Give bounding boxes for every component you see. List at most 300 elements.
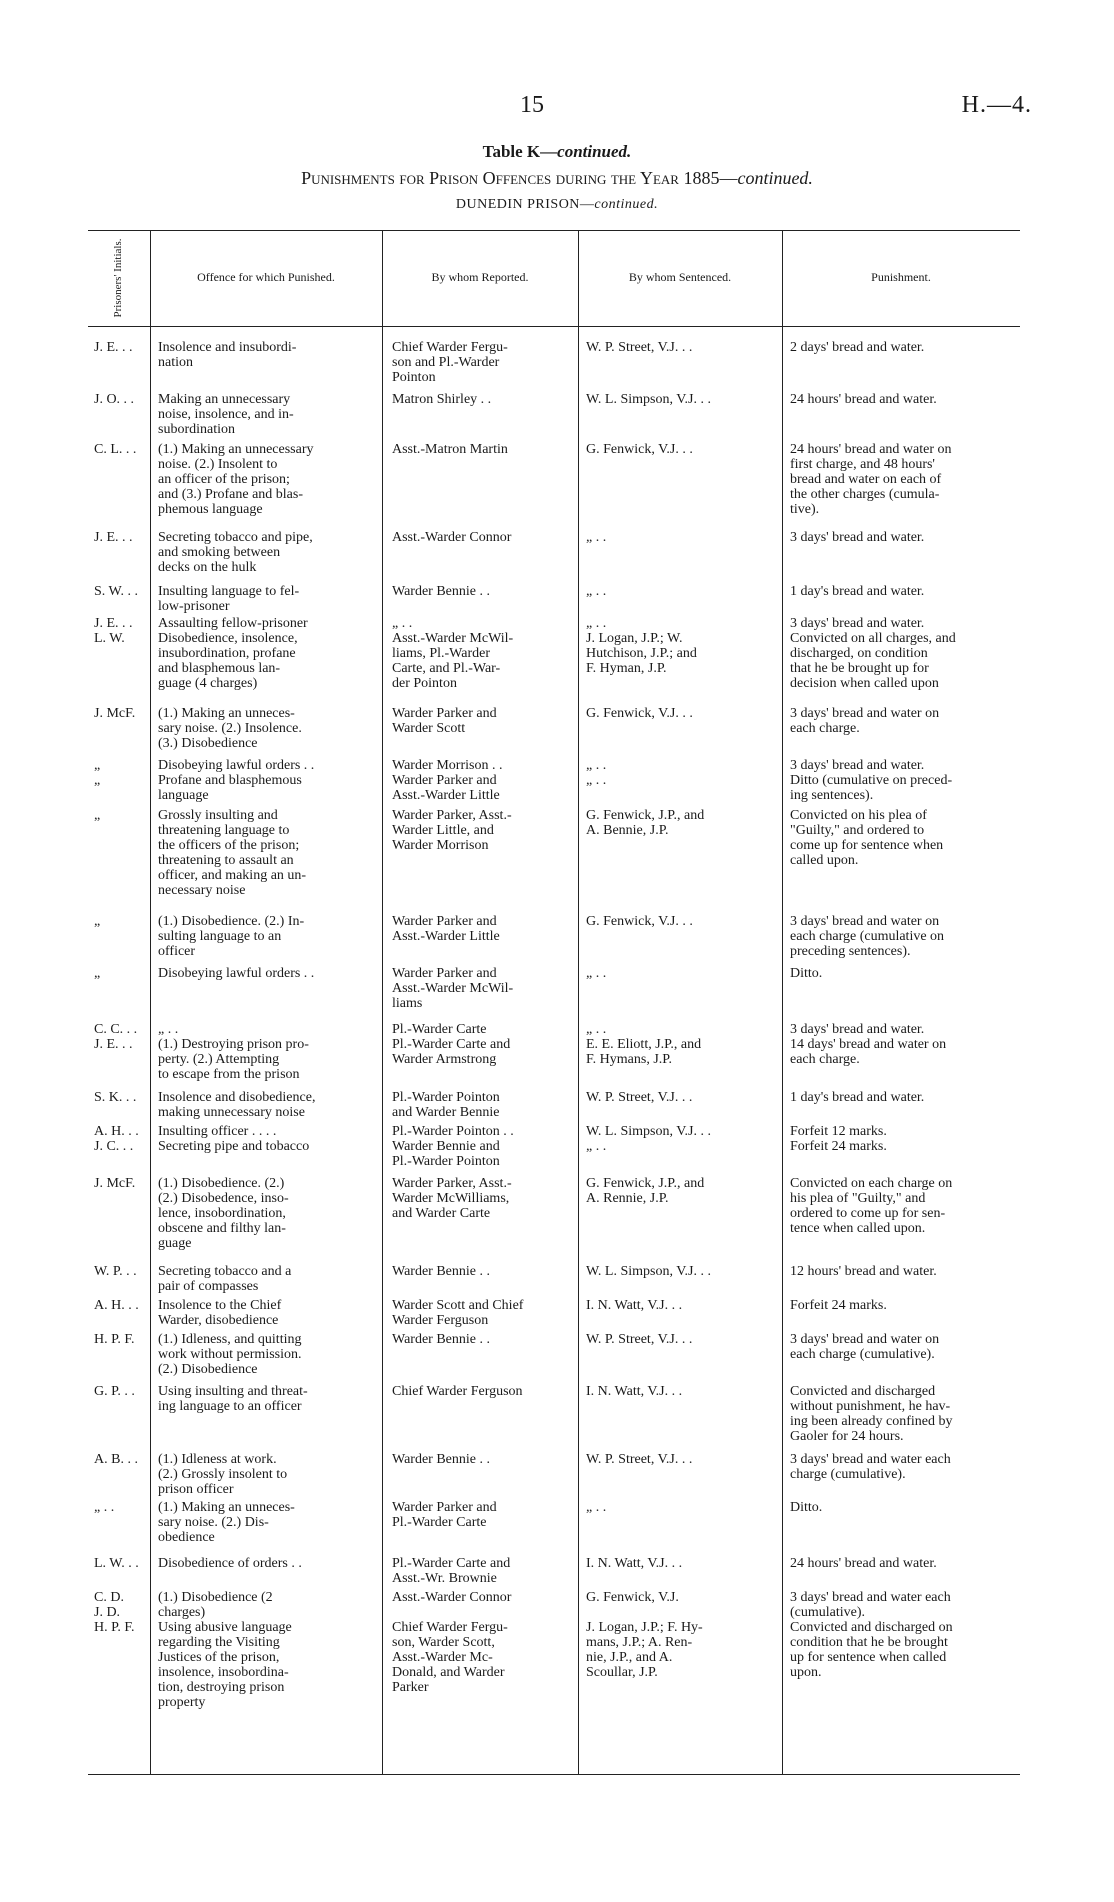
subtitle-suffix: continued. xyxy=(737,168,813,188)
cell-line: „ . . xyxy=(586,530,607,545)
cell-line: subordination xyxy=(158,422,235,437)
table-top-rule xyxy=(88,230,1020,231)
cell-line: language xyxy=(158,788,209,803)
document-code: H.—4. xyxy=(961,92,1032,118)
column-divider-2 xyxy=(382,230,383,1774)
cell-line: Warder Bennie . . xyxy=(392,1452,490,1467)
row-punishment xyxy=(790,1332,1016,1362)
cell-line: A. H. . . xyxy=(94,1124,139,1139)
cell-line: 3 days' bread and water each xyxy=(790,1590,951,1605)
row-reported-by xyxy=(392,1384,574,1399)
row-offence xyxy=(158,1124,374,1154)
row-punishment xyxy=(790,1124,1016,1154)
cell-line: Hutchison, J.P.; and xyxy=(586,646,697,661)
cell-line: tive). xyxy=(790,502,820,517)
cell-line: condition that he be brought xyxy=(790,1635,948,1650)
cell-line: 3 days' bread and water. xyxy=(790,758,925,773)
cell-line: I. N. Watt, V.J. . . xyxy=(586,1298,683,1313)
row-punishment xyxy=(790,442,1016,517)
cell-line: A. B. . . xyxy=(94,1452,138,1467)
cell-line: tence when called upon. xyxy=(790,1221,926,1236)
cell-line: Asst.-Warder McWil- xyxy=(392,981,514,996)
cell-line: 3 days' bread and water. xyxy=(790,1022,925,1037)
cell-line: der Pointon xyxy=(392,676,457,691)
cell-line: Asst.-Warder Little xyxy=(392,929,500,944)
cell-line: each charge. xyxy=(790,721,860,736)
cell-line: Assaulting fellow-prisoner xyxy=(158,616,308,631)
row-reported-by xyxy=(392,966,574,1011)
cell-line: son, Warder Scott, xyxy=(392,1635,495,1650)
row-initials xyxy=(94,584,152,599)
table-subtitle xyxy=(0,168,1114,189)
row-reported-by xyxy=(392,392,574,407)
row-offence xyxy=(158,530,374,575)
row-punishment xyxy=(790,1452,1016,1482)
cell-line: decks on the hulk xyxy=(158,560,257,575)
cell-line: Warder Parker and xyxy=(392,914,497,929)
table-bottom-rule xyxy=(88,1774,1020,1775)
cell-line: A. H. . . xyxy=(94,1298,139,1313)
row-reported-by xyxy=(392,1264,574,1279)
row-initials xyxy=(94,1500,152,1515)
cell-line: „ xyxy=(94,914,101,929)
cell-line: W. L. Simpson, V.J. . . xyxy=(586,1264,711,1279)
cell-line: „ . . xyxy=(392,616,413,631)
row-offence xyxy=(158,1332,374,1377)
table-title-main: Table K— xyxy=(482,142,558,161)
row-sentenced-by xyxy=(586,1264,776,1279)
cell-line: prison officer xyxy=(158,1482,234,1497)
cell-line: J. E. . . xyxy=(94,616,133,631)
cell-line: G. P. . . xyxy=(94,1384,135,1399)
row-sentenced-by xyxy=(586,1590,776,1680)
cell-line: upon. xyxy=(790,1665,822,1680)
column-header-punishment: Punishment. xyxy=(871,270,931,284)
cell-line: Pl.-Warder Pointon xyxy=(392,1090,500,1105)
cell-line: 3 days' bread and water each xyxy=(790,1452,951,1467)
cell-line: (1.) Disobedience. (2.) In- xyxy=(158,914,305,929)
cell-line: „ . . xyxy=(586,1500,607,1515)
table-title xyxy=(0,142,1114,162)
cell-line: Disobeying lawful orders . . xyxy=(158,758,315,773)
cell-line: A. Rennie, J.P. xyxy=(586,1191,669,1206)
cell-line: obscene and filthy lan- xyxy=(158,1221,286,1236)
cell-line: A. Bennie, J.P. xyxy=(586,823,669,838)
cell-line: property xyxy=(158,1695,206,1710)
row-initials xyxy=(94,966,152,981)
row-initials xyxy=(94,1384,152,1399)
row-punishment xyxy=(790,1590,1016,1680)
cell-line: F. Hyman, J.P. xyxy=(586,661,667,676)
cell-line: noise. (2.) Insolent to xyxy=(158,457,278,472)
cell-line: (1.) Destroying prison pro- xyxy=(158,1037,309,1052)
row-reported-by xyxy=(392,1332,574,1347)
cell-line: (2.) Disobedence, inso- xyxy=(158,1191,289,1206)
cell-line: Chief Warder Fergu- xyxy=(392,1620,508,1635)
cell-line: sary noise. (2.) Insolence. xyxy=(158,721,302,736)
row-sentenced-by xyxy=(586,392,776,407)
row-offence xyxy=(158,1176,374,1251)
cell-line: (1.) Disobedience (2 xyxy=(158,1590,273,1605)
cell-line: W. P. . . xyxy=(94,1264,137,1279)
column-header-reported: By whom Reported. xyxy=(431,270,529,284)
cell-line: Ditto. xyxy=(790,966,823,981)
cell-line: W. P. Street, V.J. . . xyxy=(586,1090,693,1105)
cell-line: threatening language to xyxy=(158,823,290,838)
cell-line: Chief Warder Ferguson xyxy=(392,1384,523,1399)
row-punishment xyxy=(790,1298,1016,1313)
cell-line: Parker xyxy=(392,1680,429,1695)
cell-line: C. C. . . xyxy=(94,1022,138,1037)
cell-line: noise, insolence, and in- xyxy=(158,407,294,422)
row-initials xyxy=(94,1022,152,1052)
row-punishment xyxy=(790,584,1016,599)
row-initials xyxy=(94,1090,152,1105)
cell-line: and Warder Bennie xyxy=(392,1105,500,1120)
row-offence xyxy=(158,1264,374,1294)
cell-line: and (3.) Profane and blas- xyxy=(158,487,304,502)
cell-line xyxy=(392,1605,574,1620)
row-sentenced-by xyxy=(586,1500,776,1515)
row-reported-by xyxy=(392,914,574,944)
row-sentenced-by xyxy=(586,442,776,457)
row-initials xyxy=(94,1556,152,1571)
cell-line: J. McF. xyxy=(94,1176,136,1191)
row-punishment xyxy=(790,1500,1016,1515)
column-divider-1 xyxy=(150,230,151,1774)
row-reported-by xyxy=(392,808,574,853)
cell-line: J. E. . . xyxy=(94,530,133,545)
cell-line: Pl.-Warder Carte and xyxy=(392,1037,511,1052)
row-punishment xyxy=(790,1090,1016,1105)
cell-line: and smoking between xyxy=(158,545,281,560)
row-sentenced-by xyxy=(586,808,776,838)
row-reported-by xyxy=(392,1590,574,1695)
row-offence xyxy=(158,966,374,981)
cell-line: sary noise. (2.) Dis- xyxy=(158,1515,269,1530)
row-offence xyxy=(158,1452,374,1497)
cell-line: 3 days' bread and water. xyxy=(790,530,925,545)
row-sentenced-by xyxy=(586,1298,776,1313)
cell-line: low-prisoner xyxy=(158,599,230,614)
cell-line: W. P. Street, V.J. . . xyxy=(586,1332,693,1347)
cell-line: Ditto. xyxy=(790,1500,823,1515)
cell-line: the other charges (cumula- xyxy=(790,487,940,502)
row-reported-by xyxy=(392,1124,574,1169)
cell-line: Grossly insulting and xyxy=(158,808,278,823)
cell-line: work without permission. xyxy=(158,1347,302,1362)
cell-line: „ xyxy=(94,966,101,981)
row-reported-by xyxy=(392,1022,574,1067)
cell-line: E. E. Eliott, J.P., and xyxy=(586,1037,702,1052)
cell-line: Scoullar, J.P. xyxy=(586,1665,658,1680)
row-punishment xyxy=(790,966,1016,981)
cell-line: bread and water on each of xyxy=(790,472,942,487)
cell-line: phemous language xyxy=(158,502,263,517)
cell-line: 3 days' bread and water on xyxy=(790,706,940,721)
row-sentenced-by xyxy=(586,1332,776,1347)
cell-line: Using abusive language xyxy=(158,1620,292,1635)
cell-line: Warder Parker and xyxy=(392,966,497,981)
cell-line: an officer of the prison; xyxy=(158,472,290,487)
cell-line: ing language to an officer xyxy=(158,1399,302,1414)
row-punishment xyxy=(790,392,1016,407)
cell-line: Warder, disobedience xyxy=(158,1313,279,1328)
cell-line: Convicted on his plea of xyxy=(790,808,927,823)
cell-line: „ . . xyxy=(586,773,607,788)
cell-line: Warder Parker and xyxy=(392,706,497,721)
cell-line: insolence, insobordina- xyxy=(158,1665,289,1680)
cell-line: sulting language to an xyxy=(158,929,282,944)
cell-line: Asst.-Warder Connor xyxy=(392,1590,512,1605)
row-punishment xyxy=(790,340,1016,355)
cell-line: J. C. . . xyxy=(94,1139,134,1154)
row-sentenced-by xyxy=(586,1556,776,1571)
cell-line: Pointon xyxy=(392,370,436,385)
row-reported-by xyxy=(392,1176,574,1221)
cell-line: ing sentences). xyxy=(790,788,874,803)
cell-line: 2 days' bread and water. xyxy=(790,340,925,355)
row-offence xyxy=(158,914,374,959)
page-number: 15 xyxy=(520,92,544,118)
row-sentenced-by xyxy=(586,584,776,599)
cell-line: first charge, and 48 hours' xyxy=(790,457,935,472)
cell-line: Pl.-Warder Carte and xyxy=(392,1556,511,1571)
row-initials xyxy=(94,1124,152,1154)
cell-line: J. Logan, J.P.; W. xyxy=(586,631,683,646)
cell-line: Convicted and discharged xyxy=(790,1384,936,1399)
cell-line: Warder Scott and Chief xyxy=(392,1298,524,1313)
cell-line: tion, destroying prison xyxy=(158,1680,285,1695)
cell-line: 1 day's bread and water. xyxy=(790,1090,925,1105)
cell-line: Carte, and Pl.-War- xyxy=(392,661,501,676)
row-offence xyxy=(158,1384,374,1414)
cell-line: 12 hours' bread and water. xyxy=(790,1264,937,1279)
row-offence xyxy=(158,706,374,751)
cell-line: G. Fenwick, V.J. . . xyxy=(586,914,693,929)
cell-line: (1.) Idleness, and quitting xyxy=(158,1332,302,1347)
row-initials xyxy=(94,808,152,823)
cell-line: 3 days' bread and water on xyxy=(790,914,940,929)
prison-name-main: DUNEDIN PRISON— xyxy=(455,197,595,212)
cell-line: Secreting tobacco and a xyxy=(158,1264,292,1279)
cell-line: guage (4 charges) xyxy=(158,676,258,691)
cell-line: Warder Bennie . . xyxy=(392,1332,490,1347)
cell-line: Asst.-Warder Connor xyxy=(392,530,512,545)
cell-line: nation xyxy=(158,355,193,370)
cell-line: (2.) Disobedience xyxy=(158,1362,258,1377)
cell-line: L. W. . . xyxy=(94,1556,139,1571)
row-punishment xyxy=(790,1176,1016,1236)
row-sentenced-by xyxy=(586,706,776,721)
cell-line: necessary noise xyxy=(158,883,246,898)
cell-line: Profane and blasphemous xyxy=(158,773,302,788)
cell-line: (1.) Idleness at work. xyxy=(158,1452,277,1467)
cell-line: Insolence to the Chief xyxy=(158,1298,282,1313)
cell-line: Insulting language to fel- xyxy=(158,584,300,599)
cell-line: perty. (2.) Attempting xyxy=(158,1052,280,1067)
cell-line: officer, and making an un- xyxy=(158,868,307,883)
row-initials xyxy=(94,758,152,788)
cell-line: „ . . xyxy=(94,1500,115,1515)
column-header-initials: Prisoners' Initials. xyxy=(112,238,124,318)
cell-line: Donald, and Warder xyxy=(392,1665,505,1680)
cell-line: G. Fenwick, V.J. . . xyxy=(586,706,693,721)
row-offence xyxy=(158,1500,374,1545)
cell-line: nie, J.P., and A. xyxy=(586,1650,673,1665)
cell-line: to escape from the prison xyxy=(158,1067,300,1082)
row-initials xyxy=(94,706,152,721)
cell-line: son and Pl.-Warder xyxy=(392,355,500,370)
cell-line: „ . . xyxy=(586,758,607,773)
cell-line: (1.) Making an unnecessary xyxy=(158,442,314,457)
cell-line: S. K. . . xyxy=(94,1090,137,1105)
cell-line: Insolence and disobedience, xyxy=(158,1090,316,1105)
cell-line: H. P. F. xyxy=(94,1332,135,1347)
cell-line: Asst.-Matron Martin xyxy=(392,442,508,457)
row-sentenced-by xyxy=(586,1176,776,1206)
cell-line: J. E. . . xyxy=(94,1037,133,1052)
cell-line: Warder Parker and xyxy=(392,773,497,788)
cell-line: (1.) Making an unneces- xyxy=(158,1500,295,1515)
cell-line: 24 hours' bread and water. xyxy=(790,392,937,407)
row-initials xyxy=(94,530,152,545)
row-offence xyxy=(158,1298,374,1328)
row-initials xyxy=(94,340,152,355)
cell-line: called upon. xyxy=(790,853,859,868)
cell-line: Matron Shirley . . xyxy=(392,392,492,407)
cell-line: S. W. . . xyxy=(94,584,138,599)
row-initials xyxy=(94,1332,152,1347)
cell-line: (1.) Making an unneces- xyxy=(158,706,295,721)
cell-line: „ xyxy=(94,773,101,788)
cell-line: Pl.-Warder Pointon . . xyxy=(392,1124,514,1139)
cell-line: I. N. Watt, V.J. . . xyxy=(586,1556,683,1571)
cell-line: „ . . xyxy=(586,584,607,599)
cell-line: W. L. Simpson, V.J. . . xyxy=(586,392,711,407)
cell-line: liams, Pl.-Warder xyxy=(392,646,491,661)
cell-line: Warder Armstrong xyxy=(392,1052,497,1067)
row-sentenced-by xyxy=(586,758,776,788)
cell-line: Insulting officer . . . . xyxy=(158,1124,277,1139)
cell-line: discharged, on condition xyxy=(790,646,928,661)
cell-line: liams xyxy=(392,996,423,1011)
row-sentenced-by xyxy=(586,1124,776,1154)
row-punishment xyxy=(790,1264,1016,1279)
cell-line: 24 hours' bread and water on xyxy=(790,442,952,457)
cell-line: G. Fenwick, J.P., and xyxy=(586,1176,705,1191)
row-punishment xyxy=(790,914,1016,959)
row-reported-by xyxy=(392,1500,574,1530)
column-header-sentenced: By whom Sentenced. xyxy=(628,270,732,284)
cell-line: making unnecessary noise xyxy=(158,1105,305,1120)
cell-line: Asst.-Warder Mc- xyxy=(392,1650,493,1665)
cell-line: guage xyxy=(158,1236,192,1251)
cell-line: „ xyxy=(94,808,101,823)
row-sentenced-by xyxy=(586,1452,776,1467)
cell-line: each charge (cumulative on xyxy=(790,929,945,944)
cell-line: 3 days' bread and water. xyxy=(790,616,925,631)
cell-line: J. Logan, J.P.; F. Hy- xyxy=(586,1620,703,1635)
row-initials xyxy=(94,616,152,646)
row-punishment xyxy=(790,1556,1016,1571)
cell-line: J. D. xyxy=(94,1605,121,1620)
cell-line: decision when called upon xyxy=(790,676,939,691)
cell-line: Forfeit 24 marks. xyxy=(790,1298,887,1313)
cell-line: L. W. xyxy=(94,631,125,646)
row-reported-by xyxy=(392,1452,574,1467)
cell-line: H. P. F. xyxy=(94,1620,135,1635)
row-punishment xyxy=(790,1384,1016,1444)
subtitle-main: Punishments for Prison Offences during the Year 1885— xyxy=(301,168,738,188)
cell-line: Disobedience of orders . . xyxy=(158,1556,302,1571)
cell-line: J. McF. xyxy=(94,706,136,721)
row-sentenced-by xyxy=(586,1022,776,1067)
cell-line: Warder Morrison xyxy=(392,838,489,853)
cell-line: „ . . xyxy=(158,1022,179,1037)
row-sentenced-by xyxy=(586,966,776,981)
row-initials xyxy=(94,914,152,929)
row-reported-by xyxy=(392,1090,574,1120)
row-sentenced-by xyxy=(586,1384,776,1399)
row-reported-by xyxy=(392,442,574,457)
cell-line: threatening to assault an xyxy=(158,853,294,868)
cell-line: Secreting pipe and tobacco xyxy=(158,1139,310,1154)
row-sentenced-by xyxy=(586,914,776,929)
cell-line: Forfeit 12 marks. xyxy=(790,1124,887,1139)
cell-line: charges) xyxy=(158,1605,206,1620)
row-offence xyxy=(158,1090,374,1120)
cell-line: W. L. Simpson, V.J. . . xyxy=(586,1124,711,1139)
cell-line: up for sentence when called xyxy=(790,1650,947,1665)
row-offence xyxy=(158,758,374,803)
row-offence xyxy=(158,442,374,517)
row-punishment xyxy=(790,1022,1016,1067)
cell-line: Disobeying lawful orders . . xyxy=(158,966,315,981)
cell-line: regarding the Visiting xyxy=(158,1635,280,1650)
cell-line: Warder Parker, Asst.- xyxy=(392,808,512,823)
row-reported-by xyxy=(392,706,574,736)
cell-line: (1.) Disobedience. (2.) xyxy=(158,1176,285,1191)
row-initials xyxy=(94,392,152,407)
row-offence xyxy=(158,340,374,370)
cell-line: charge (cumulative). xyxy=(790,1467,906,1482)
cell-line: without punishment, he hav- xyxy=(790,1399,951,1414)
cell-line: Warder Parker, Asst.- xyxy=(392,1176,512,1191)
cell-line: Convicted and discharged on xyxy=(790,1620,953,1635)
cell-line: lence, insobordination, xyxy=(158,1206,286,1221)
cell-line: his plea of "Guilty," and xyxy=(790,1191,926,1206)
row-initials xyxy=(94,442,152,457)
row-reported-by xyxy=(392,1298,574,1328)
cell-line: G. Fenwick, J.P., and xyxy=(586,808,705,823)
cell-line: Forfeit 24 marks. xyxy=(790,1139,887,1154)
cell-line: come up for sentence when xyxy=(790,838,944,853)
cell-line: mans, J.P.; A. Ren- xyxy=(586,1635,693,1650)
row-offence xyxy=(158,584,374,614)
row-initials xyxy=(94,1264,152,1279)
row-reported-by xyxy=(392,1556,574,1586)
row-offence xyxy=(158,808,374,898)
cell-line: Asst.-Warder McWil- xyxy=(392,631,514,646)
cell-line: I. N. Watt, V.J. . . xyxy=(586,1384,683,1399)
row-punishment xyxy=(790,530,1016,545)
cell-line: Warder Morrison . . xyxy=(392,758,503,773)
column-divider-3 xyxy=(578,230,579,1774)
cell-line: J. E. . . xyxy=(94,340,133,355)
cell-line: „ xyxy=(94,758,101,773)
row-offence xyxy=(158,616,374,691)
